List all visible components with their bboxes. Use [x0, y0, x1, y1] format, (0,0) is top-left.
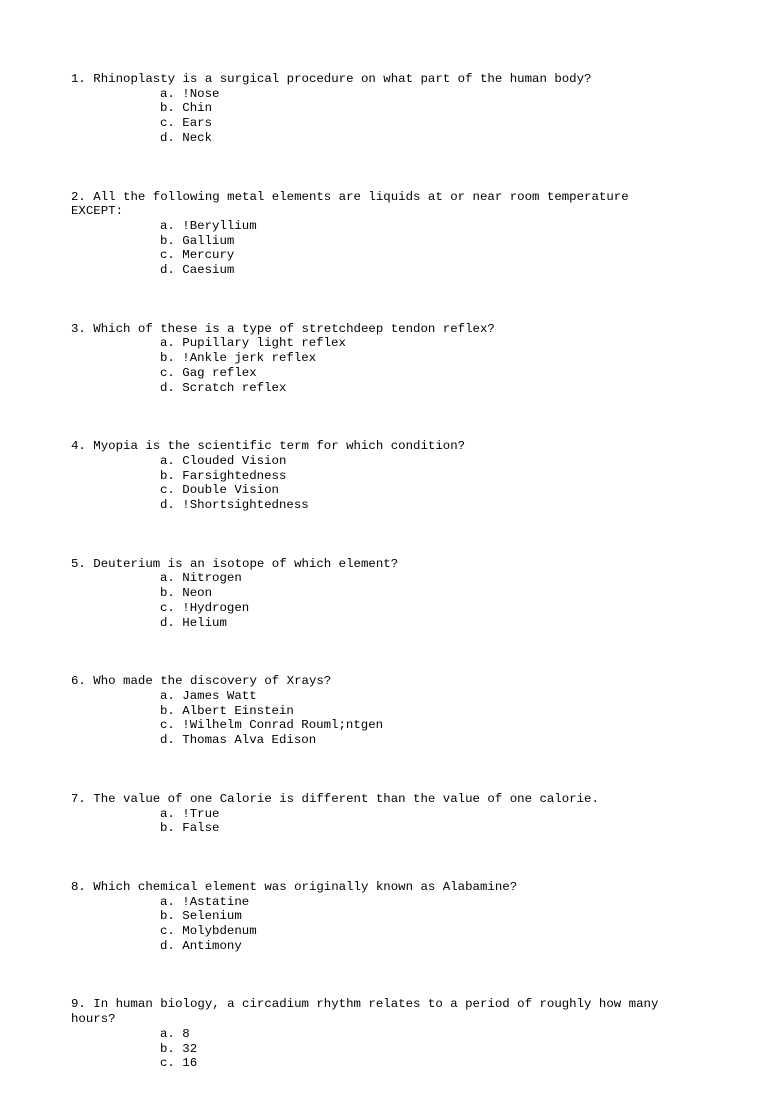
answer-option: d. !Shortsightedness [160, 498, 309, 513]
question-7 [71, 792, 711, 836]
answer-option: c. Mercury [160, 248, 235, 263]
answer-option: a. Nitrogen [160, 571, 242, 586]
answer-option: b. Gallium [160, 233, 235, 248]
question-3 [71, 322, 711, 396]
answer-option: d. Caesium [160, 263, 235, 278]
question-8 [71, 880, 711, 954]
answer-option: a. Pupillary light reflex [160, 336, 346, 351]
answer-option: c. Gag reflex [160, 365, 257, 380]
answer-option: b. Neon [160, 586, 213, 601]
answer-option: a. !Nose [160, 86, 220, 101]
answer-option: d. Antimony [160, 938, 242, 953]
question-6 [71, 674, 711, 748]
question-text: 6. Who made the discovery of Xrays? [71, 674, 332, 689]
question-text: 8. Which chemical element was originally known as Alabamine? [71, 879, 518, 894]
answer-option: c. Ears [160, 116, 213, 131]
answer-option: b. 32 [160, 1041, 198, 1056]
quiz-document [71, 72, 711, 1115]
answer-option: d. Thomas Alva Edison [160, 733, 317, 748]
question-9 [71, 997, 711, 1071]
question-text: 4. Myopia is the scientific term for which condition? [71, 439, 466, 454]
question-text: 7. The value of one Calorie is different than the value of one calorie. [71, 791, 599, 806]
question-text: 5. Deuterium is an isotope of which element? [71, 556, 399, 571]
answer-option: a. 8 [160, 1026, 190, 1041]
question-1 [71, 72, 711, 146]
question-text: 9. In human biology, a circadium rhythm relates to a period of roughly how many hours? [71, 997, 666, 1027]
answer-option: a. Clouded Vision [160, 453, 287, 468]
answer-option: c. !Wilhelm Conrad Rouml;ntgen [160, 718, 384, 733]
answer-option: b. False [160, 821, 220, 836]
answer-option: b. Farsightedness [160, 468, 287, 483]
answer-option: c. 16 [160, 1056, 198, 1071]
answer-option: a. !Beryllium [160, 218, 257, 233]
answer-option: c. !Hydrogen [160, 600, 250, 615]
answer-option: d. Helium [160, 615, 227, 630]
answer-option: d. Neck [160, 130, 213, 145]
answer-option: a. James Watt [160, 688, 257, 703]
answer-option: b. !Ankle jerk reflex [160, 351, 317, 366]
answer-option: c. Double Vision [160, 483, 279, 498]
answer-option: d. Scratch reflex [160, 380, 287, 395]
question-text: 2. All the following metal elements are liquids at or near room temperature EXCEPT: [71, 189, 637, 219]
answer-option: c. Molybdenum [160, 924, 257, 939]
answer-option: b. Chin [160, 101, 213, 116]
answer-option: a. !True [160, 806, 220, 821]
question-2 [71, 190, 711, 278]
answer-option: b. Selenium [160, 909, 242, 924]
question-text: 1. Rhinoplasty is a surgical procedure on what part of the human body? [71, 72, 592, 86]
answer-option: a. !Astatine [160, 894, 250, 909]
question-4 [71, 439, 711, 513]
question-text: 3. Which of these is a type of stretchdeep tendon reflex? [71, 321, 495, 336]
question-5 [71, 557, 711, 631]
answer-option: b. Albert Einstein [160, 703, 294, 718]
